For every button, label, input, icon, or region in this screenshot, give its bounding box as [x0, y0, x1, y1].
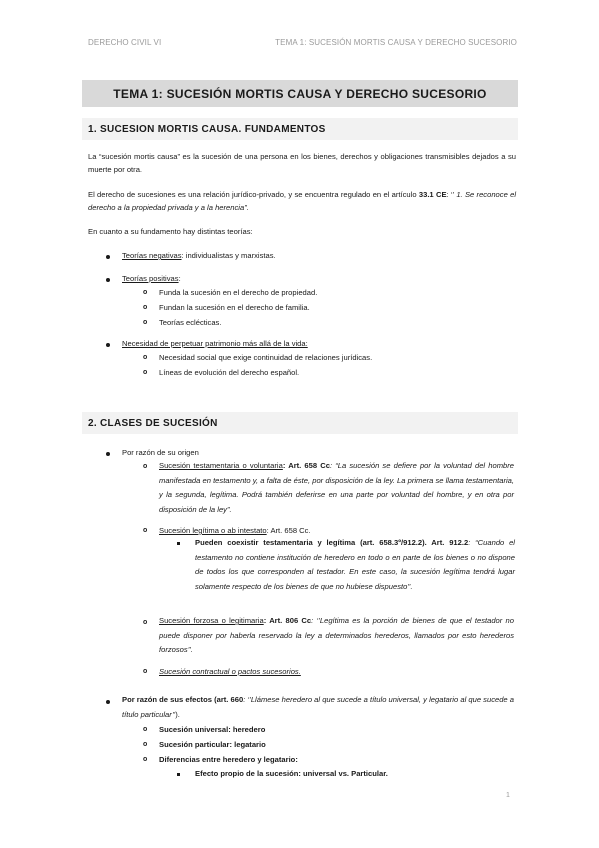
sub-sub-item: Efecto propio de la sucesión: universal vs. Particular. [195, 769, 388, 778]
p2-text: El derecho de sucesiones es una relación jurídico-privado, y se encuentra regulado en el artículo [88, 190, 419, 199]
effects-quote: : ‘’Llámese heredero al que sucede a título universal, y legatario al que sucede a título particular’’ [122, 695, 515, 719]
coexistence-note [195, 536, 515, 594]
bullet-icon [106, 452, 110, 456]
square-bullet-icon [177, 542, 180, 545]
forced-label: Sucesión forzosa o legitimaria [159, 616, 264, 625]
section-1-paragraph-2 [88, 188, 516, 214]
sub-item: Diferencias entre heredero y legatario: [159, 755, 298, 764]
positive-theories-colon: : [178, 274, 181, 283]
running-header [88, 38, 517, 47]
document-title: TEMA 1: SUCESIÓN MORTIS CAUSA Y DERECHO SUCESORIO [82, 80, 518, 107]
circle-bullet-icon: o [143, 726, 148, 733]
testamentary-succession [159, 459, 514, 517]
sub-item: Sucesión universal: heredero [159, 725, 266, 734]
section-2-heading: 2. CLASES DE SUCESIÓN [82, 412, 518, 434]
circle-bullet-icon: o [143, 527, 148, 534]
legitimate-article: : Art. 658 Cc. [266, 526, 311, 535]
circle-bullet-icon: o [143, 354, 148, 361]
sub-item: Funda la sucesión en el derecho de propiedad. [159, 288, 318, 297]
bullet-icon [106, 278, 110, 282]
circle-bullet-icon: o [143, 668, 148, 675]
circle-bullet-icon: o [143, 369, 148, 376]
list-item-positive-theories [122, 273, 181, 286]
coexistence-quote: : “Cuando el testamento no contiene institución de heredero en todo o en parte de los bienes o no dispone de todos los que corresponden al testador. En este caso, la sucesión legítima tendrá lugar solamente respecto de los bienes de que no hubiese dispuesto’’. [195, 538, 515, 591]
p2-quote: 1. Se reconoce el derecho a la propiedad privada y a la herencia”. [88, 190, 517, 212]
square-bullet-icon [177, 773, 180, 776]
bullet-icon [106, 255, 110, 259]
list-item-by-origin: Por razón de su origen [122, 448, 199, 457]
list-item-negative-theories [122, 250, 276, 263]
page-number: 1 [506, 792, 510, 799]
contractual-succession: Sucesión contractual o pactos sucesorios. [159, 667, 301, 676]
sub-item: Sucesión particular: legatario [159, 740, 266, 749]
testamentary-quote: : “La sucesión se defiere por la voluntad del hombre manifestada en testamento y, a falta de éste, por disposición de la ley. La primera se llama testamentaria, y la segunda, legítima. Podrá también deferirse en una parte por voluntad del hombre, y en otra por disposición de la ley”. [159, 461, 514, 514]
effects-bold: Por razón de sus efectos (art. 660 [122, 695, 244, 704]
bullet-icon [106, 700, 110, 704]
circle-bullet-icon: o [143, 463, 148, 470]
section-1-paragraph-1: La “sucesión mortis causa” es la sucesión de una persona en los bienes, derechos y obligaciones transmisibles dejados a su muerte por otra. [88, 152, 516, 174]
sub-item: Fundan la sucesión en el derecho de familia. [159, 303, 310, 312]
circle-bullet-icon: o [143, 741, 148, 748]
header-left: DERECHO CIVIL VI [88, 38, 162, 47]
list-item-perpetuate-heritage: Necesidad de perpetuar patrimonio más allá de la vida: [122, 339, 308, 348]
effects-end: ). [175, 709, 180, 719]
negative-theories-desc: : individualistas y marxistas. [181, 251, 276, 260]
testamentary-label: Sucesión testamentaria o voluntaria [159, 461, 283, 470]
circle-bullet-icon: o [143, 619, 148, 626]
circle-bullet-icon: o [143, 756, 148, 763]
forced-succession [159, 614, 514, 658]
section-1-intro: En cuanto a su fundamento hay distintas teorías: [88, 227, 253, 236]
circle-bullet-icon: o [143, 319, 148, 326]
sub-item: Necesidad social que exige continuidad de relaciones jurídicas. [159, 353, 373, 362]
sub-item: Teorías eclécticas. [159, 318, 222, 327]
p2-separator: : ‘’ [446, 190, 457, 199]
legitimate-label: Sucesión legítima o ab intestato [159, 526, 267, 535]
p2-article: 33.1 CE [418, 190, 447, 199]
negative-theories-label: Teorías negativas [122, 251, 182, 260]
coexistence-bold: Pueden coexistir testamentaria y legítima (art. 658.3º/912.2). Art. 912.2 [195, 538, 469, 547]
bullet-icon [106, 343, 110, 347]
header-right: TEMA 1: SUCESIÓN MORTIS CAUSA Y DERECHO SUCESORIO [275, 38, 517, 47]
positive-theories-label: Teorías positivas [122, 274, 179, 283]
forced-quote: : ‘’Legítima es la porción de bienes de que el testador no puede disponer por haberla reservado la ley a determinados herederos, llamados por esto herederos forzosos’’. [159, 616, 514, 654]
circle-bullet-icon: o [143, 304, 148, 311]
circle-bullet-icon: o [143, 289, 148, 296]
testamentary-article: : Art. 658 Cc [282, 461, 330, 470]
section-1-heading: 1. SUCESION MORTIS CAUSA. FUNDAMENTOS [82, 118, 518, 140]
forced-article: : Art. 806 Cc [263, 616, 312, 625]
list-item-by-effects [122, 693, 514, 722]
sub-item: Líneas de evolución del derecho español. [159, 368, 300, 377]
